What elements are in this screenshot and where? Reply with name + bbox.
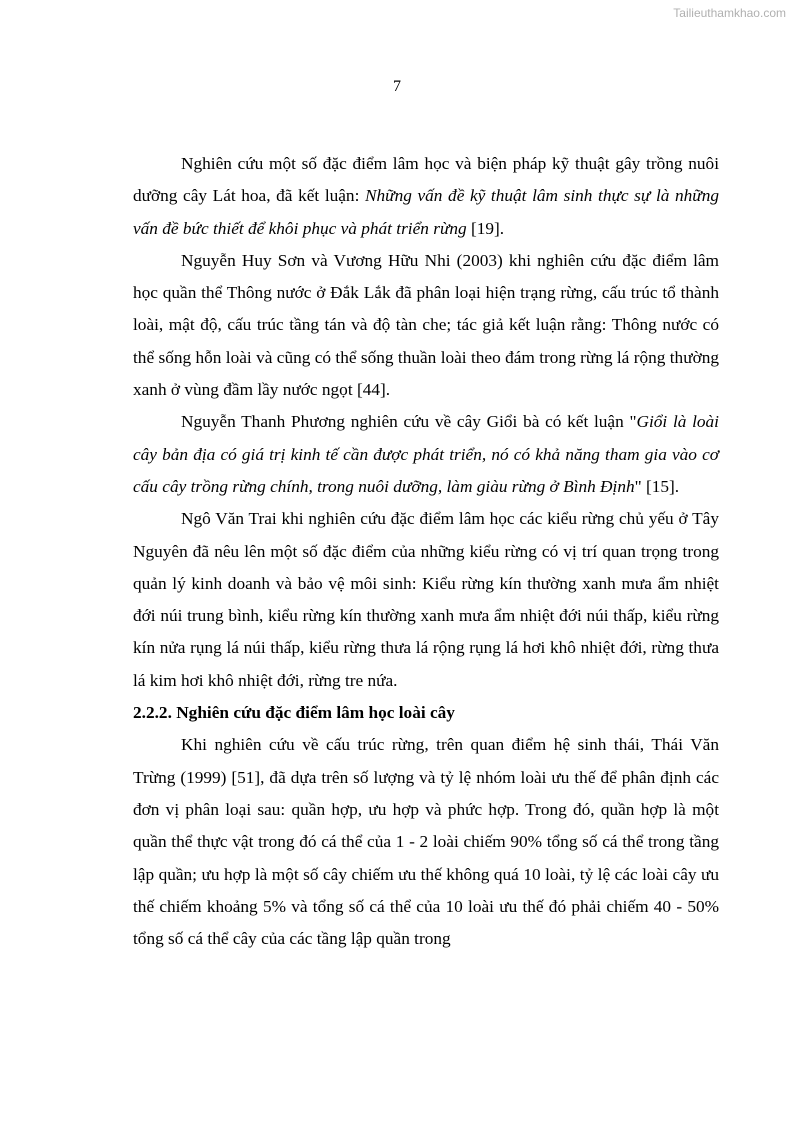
- paragraph-quote: Giổi là loài cây bản địa có giá trị kinh tế cần được phát triển, nó có khả năng tham gia vào cơ cấu cây trồng rừng chính, trong nuôi dưỡng, làm giàu rừng ở Bình Định: [133, 412, 719, 496]
- section-heading: 2.2.2. Nghiên cứu đặc điểm lâm học loài cây: [133, 703, 455, 723]
- paragraph-lat-hoa: [133, 148, 719, 245]
- document-body: [133, 148, 719, 955]
- paragraph-citation: [19].: [466, 218, 505, 238]
- paragraph-thong-nuoc: Nguyễn Huy Sơn và Vương Hữu Nhi (2003) khi nghiên cứu đặc điểm lâm học quần thể Thông nước ở Đắk Lắk đã phân loại hiện trạng rừng, cấu trúc tổ thành loài, mật độ, cấu trúc tầng tán và độ tàn che; tác giả kết luận rằng: Thông nước có thể sống hỗn loài và cũng có thể sống thuần loài theo đám trong rừng lá rộng thường xanh ở vùng đầm lầy nước ngọt [44].: [133, 250, 719, 400]
- watermark: Tailieuthamkhao.com: [673, 6, 786, 20]
- paragraph-citation: " [15].: [634, 476, 680, 496]
- paragraph-quote: Những vấn đề kỹ thuật lâm sinh thực sự là những vấn đề bức thiết để khôi phục và phát triển rừng: [133, 186, 719, 238]
- paragraph-cau-truc-rung: Khi nghiên cứu về cấu trúc rừng, trên quan điểm hệ sinh thái, Thái Văn Trừng (1999) [51], đã dựa trên số lượng và tỷ lệ nhóm loài ưu thế để phân định các đơn vị phân loại sau: quần hợp, ưu hợp và phức hợp. Trong đó, quần hợp là một quần thể thực vật trong đó cá thể của 1 - 2 loài chiếm 90% tổng số cá thể trong tầng lập quần; ưu hợp là một số cây chiếm ưu thế không quá 10 loài, tỷ lệ các loài cây ưu thế chiếm khoảng 5% và tổng số cá thể của 10 loài ưu thế đó phải chiếm 40 - 50% tổng số cá thể cây của các tầng lập quần trong: [133, 735, 719, 949]
- paragraph-text: Nghiên cứu một số đặc điểm lâm học và biện pháp kỹ thuật gây trồng nuôi dưỡng cây Lát hoa, đã kết luận:: [133, 154, 719, 206]
- paragraph-tay-nguyen: Ngô Văn Trai khi nghiên cứu đặc điểm lâm học các kiểu rừng chủ yếu ở Tây Nguyên đã nêu lên một số đặc điểm của những kiểu rừng có vị trí quan trọng trong quản lý kinh doanh và bảo vệ môi sinh: Kiểu rừng kín thường xanh mưa ẩm nhiệt đới núi trung bình, kiểu rừng kín thường xanh mưa ẩm nhiệt đới núi thấp, kiểu rừng kín nửa rụng lá núi thấp, kiểu rừng thưa lá rộng rụng lá hơi khô nhiệt đới, rừng thưa lá kim hơi khô nhiệt đới, rừng tre nứa.: [133, 509, 719, 690]
- page-number: 7: [393, 78, 401, 95]
- paragraph-gioi-ba: [133, 406, 719, 503]
- paragraph-text: Nguyễn Thanh Phương nghiên cứu về cây Giổi bà có kết luận ": [181, 412, 637, 432]
